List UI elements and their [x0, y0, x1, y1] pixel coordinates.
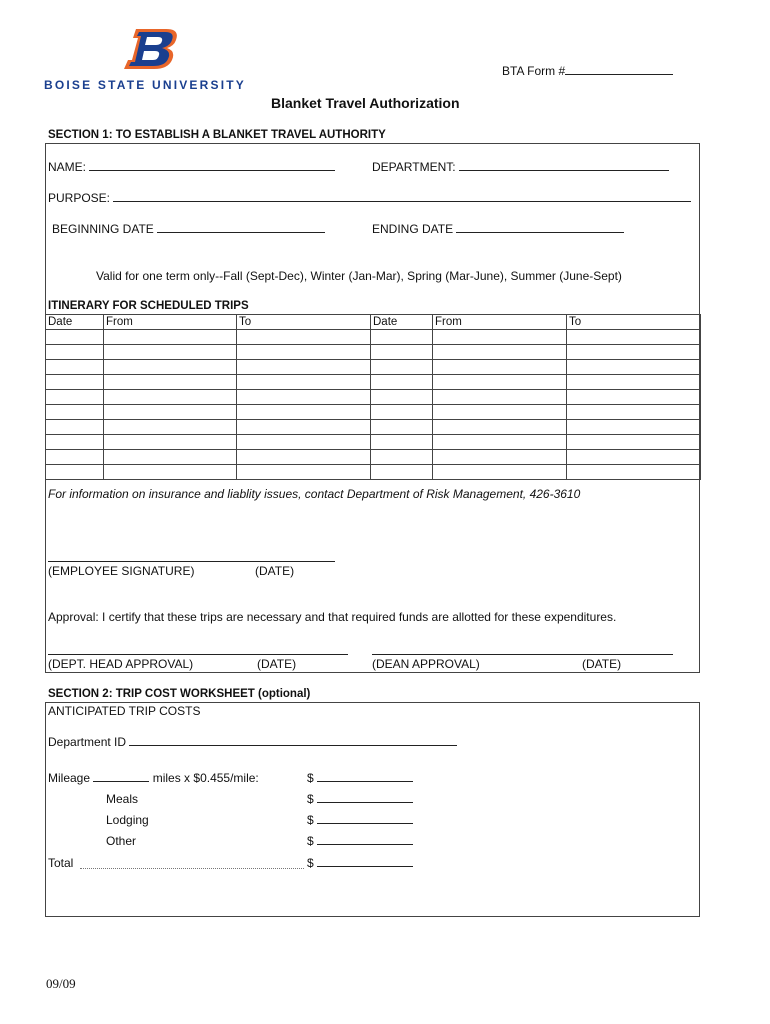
- boise-state-b-logo: [122, 26, 182, 72]
- meals-amount-field[interactable]: [307, 792, 413, 806]
- dollar-sign: $: [307, 834, 314, 848]
- itinerary-header-row: [46, 315, 701, 330]
- table-cell[interactable]: [433, 345, 567, 360]
- page-title: Blanket Travel Authorization: [271, 95, 460, 111]
- table-cell[interactable]: [371, 465, 433, 480]
- table-cell[interactable]: [46, 360, 104, 375]
- mileage-amount-field[interactable]: [307, 771, 413, 785]
- col-date-1: Date: [46, 315, 104, 330]
- name-field: [48, 160, 335, 174]
- table-cell[interactable]: [104, 375, 237, 390]
- table-cell[interactable]: [46, 345, 104, 360]
- table-row: [46, 375, 701, 390]
- table-cell[interactable]: [104, 465, 237, 480]
- dean-signature-line[interactable]: [372, 654, 673, 655]
- table-cell[interactable]: [433, 405, 567, 420]
- table-cell[interactable]: [567, 375, 701, 390]
- mileage-row: [48, 771, 259, 785]
- col-to-1: To: [237, 315, 371, 330]
- section2-heading: SECTION 2: TRIP COST WORKSHEET (optional): [48, 688, 311, 700]
- table-cell[interactable]: [567, 405, 701, 420]
- table-cell[interactable]: [237, 450, 371, 465]
- total-leader-dots: [80, 868, 304, 869]
- table-cell[interactable]: [46, 375, 104, 390]
- table-cell[interactable]: [46, 465, 104, 480]
- table-row: [46, 330, 701, 345]
- dept-head-date-label: (DATE): [257, 657, 297, 671]
- table-row: [46, 435, 701, 450]
- table-cell[interactable]: [371, 405, 433, 420]
- table-cell[interactable]: [237, 345, 371, 360]
- table-cell[interactable]: [46, 390, 104, 405]
- total-amount-field[interactable]: [307, 856, 413, 870]
- purpose-label: PURPOSE:: [48, 191, 111, 205]
- itinerary-table: [45, 314, 701, 480]
- table-cell[interactable]: [237, 360, 371, 375]
- dean-label: (DEAN APPROVAL): [372, 657, 480, 671]
- university-logo: [44, 22, 254, 92]
- table-cell[interactable]: [237, 330, 371, 345]
- table-cell[interactable]: [433, 435, 567, 450]
- ending-date-label: ENDING DATE: [372, 222, 454, 236]
- department-label: DEPARTMENT:: [372, 160, 456, 174]
- dollar-sign: $: [307, 813, 314, 827]
- validity-note: Valid for one term only--Fall (Sept-Dec), Winter (Jan-Mar), Spring (Mar-June), Summer (June-Sept): [96, 269, 622, 283]
- table-cell[interactable]: [104, 345, 237, 360]
- col-from-1: From: [104, 315, 237, 330]
- table-cell[interactable]: [371, 450, 433, 465]
- employee-date-label: (DATE): [255, 564, 295, 578]
- table-row: [46, 360, 701, 375]
- table-cell[interactable]: [371, 435, 433, 450]
- meals-label: Meals: [106, 792, 139, 806]
- other-amount-field[interactable]: [307, 834, 413, 848]
- table-cell[interactable]: [104, 360, 237, 375]
- table-cell[interactable]: [433, 390, 567, 405]
- table-cell[interactable]: [237, 390, 371, 405]
- table-row: [46, 390, 701, 405]
- itinerary-heading: ITINERARY FOR SCHEDULED TRIPS: [48, 300, 249, 312]
- insurance-note: For information on insurance and liablity issues, contact Department of Risk Management, 426-3610: [48, 487, 581, 501]
- table-cell[interactable]: [371, 345, 433, 360]
- table-row: [46, 450, 701, 465]
- table-cell[interactable]: [433, 450, 567, 465]
- table-cell[interactable]: [433, 360, 567, 375]
- total-label: Total: [48, 856, 74, 870]
- table-cell[interactable]: [46, 435, 104, 450]
- approval-text: Approval: I certify that these trips are necessary and that required funds are allotted for these expenditures.: [48, 610, 617, 624]
- dept-head-signature-line[interactable]: [48, 654, 348, 655]
- table-cell[interactable]: [433, 330, 567, 345]
- department-field: [372, 160, 669, 174]
- miles-rate-label: miles x $0.455/mile:: [152, 771, 259, 785]
- table-cell[interactable]: [46, 330, 104, 345]
- university-name: BOISE STATE UNIVERSITY: [44, 78, 246, 92]
- table-row: [46, 420, 701, 435]
- table-row: [46, 405, 701, 420]
- purpose-field: [48, 191, 691, 205]
- dollar-sign: $: [307, 771, 314, 785]
- table-cell[interactable]: [433, 420, 567, 435]
- table-cell[interactable]: [371, 360, 433, 375]
- table-cell[interactable]: [567, 420, 701, 435]
- lodging-label: Lodging: [106, 813, 149, 827]
- table-cell[interactable]: [567, 345, 701, 360]
- table-cell[interactable]: [567, 330, 701, 345]
- beginning-date-label: BEGINNING DATE: [52, 222, 154, 236]
- lodging-amount-field[interactable]: [307, 813, 413, 827]
- table-cell[interactable]: [371, 420, 433, 435]
- dollar-sign: $: [307, 856, 314, 870]
- table-cell[interactable]: [104, 450, 237, 465]
- dollar-sign: $: [307, 792, 314, 806]
- table-cell[interactable]: [433, 465, 567, 480]
- table-row: [46, 345, 701, 360]
- table-cell[interactable]: [433, 375, 567, 390]
- table-cell[interactable]: [46, 450, 104, 465]
- table-cell[interactable]: [46, 420, 104, 435]
- table-cell[interactable]: [237, 405, 371, 420]
- table-cell[interactable]: [371, 390, 433, 405]
- department-id-label: Department ID: [48, 735, 127, 749]
- table-cell[interactable]: [237, 420, 371, 435]
- beginning-date-field: [52, 222, 325, 236]
- table-cell[interactable]: [46, 405, 104, 420]
- table-cell[interactable]: [567, 450, 701, 465]
- table-cell[interactable]: [567, 360, 701, 375]
- table-cell[interactable]: [104, 390, 237, 405]
- table-cell[interactable]: [567, 435, 701, 450]
- table-cell[interactable]: [371, 330, 433, 345]
- table-cell[interactable]: [104, 435, 237, 450]
- table-cell[interactable]: [567, 465, 701, 480]
- department-id-field: [48, 735, 457, 749]
- ending-date-field: [372, 222, 624, 236]
- table-cell[interactable]: [104, 330, 237, 345]
- employee-signature-line[interactable]: [48, 561, 335, 562]
- section1-heading: SECTION 1: TO ESTABLISH A BLANKET TRAVEL AUTHORITY: [48, 129, 386, 141]
- name-label: NAME:: [48, 160, 87, 174]
- table-cell[interactable]: [237, 465, 371, 480]
- dept-head-label: (DEPT. HEAD APPROVAL): [48, 657, 194, 671]
- table-cell[interactable]: [104, 420, 237, 435]
- form-number-label: BTA Form #: [502, 64, 566, 78]
- employee-signature-label: (EMPLOYEE SIGNATURE): [48, 564, 195, 578]
- table-cell[interactable]: [371, 375, 433, 390]
- table-cell[interactable]: [237, 375, 371, 390]
- dean-date-label: (DATE): [582, 657, 622, 671]
- col-from-2: From: [433, 315, 567, 330]
- form-number-field: [502, 64, 673, 78]
- mileage-label: Mileage: [48, 771, 91, 785]
- footer-code: 09/09: [46, 976, 76, 991]
- other-label: Other: [106, 834, 137, 848]
- table-cell[interactable]: [237, 435, 371, 450]
- table-cell[interactable]: [567, 390, 701, 405]
- anticipated-costs-label: ANTICIPATED TRIP COSTS: [48, 704, 201, 718]
- table-cell[interactable]: [104, 405, 237, 420]
- col-to-2: To: [567, 315, 701, 330]
- table-row: [46, 465, 701, 480]
- col-date-2: Date: [371, 315, 433, 330]
